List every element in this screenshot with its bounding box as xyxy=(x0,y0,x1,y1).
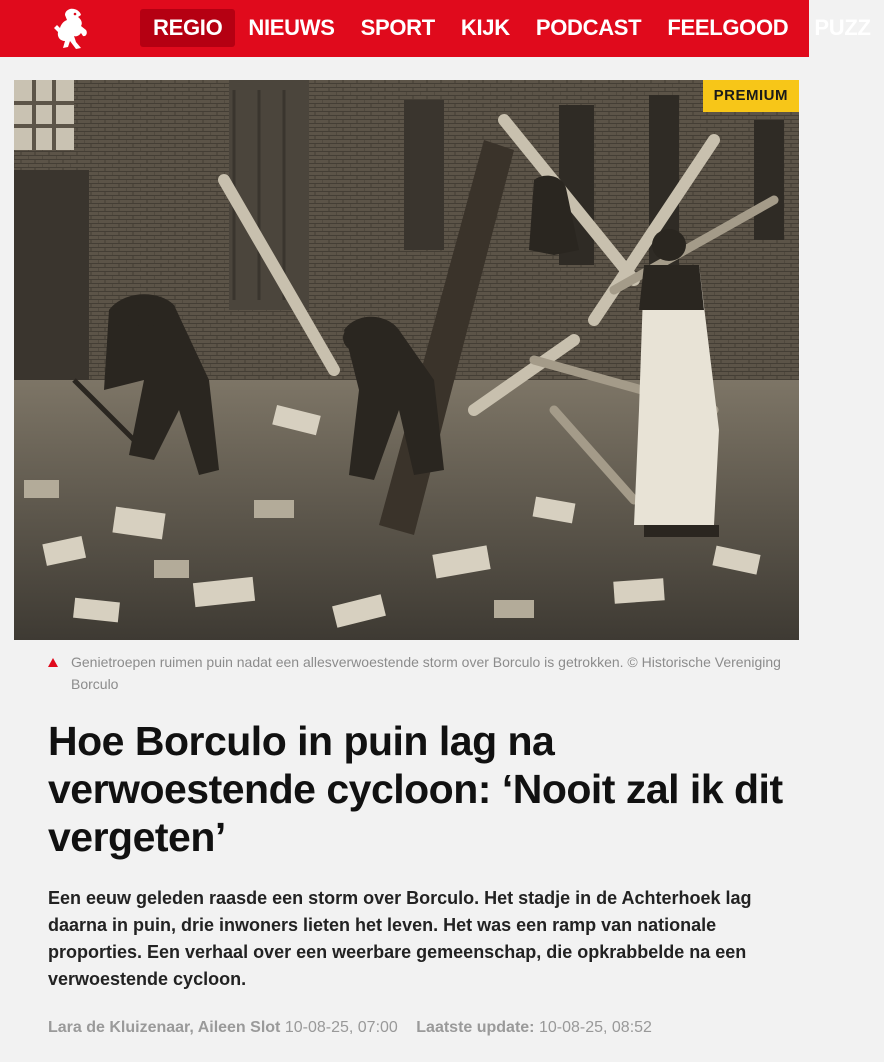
last-update-label: Laatste update: xyxy=(416,1019,535,1036)
top-navigation-bar xyxy=(0,0,871,58)
premium-badge: PREMIUM xyxy=(703,80,799,112)
byline xyxy=(48,1017,808,1039)
article xyxy=(0,57,809,1062)
article-intro: Een eeuw geleden raasde een storm over Borculo. Het stadje in de Achterhoek lag daarna in puin, drie inwoners lieten het leven. Het was een ramp van nationale proporties. Een verhaal over een weerbare gemeenschap, die opkrabbelde na een verwoestende cycloon. xyxy=(48,888,752,989)
caption-triangle-icon xyxy=(48,658,58,667)
nav-regio[interactable]: REGIO xyxy=(140,9,235,47)
nav-kijk[interactable]: KIJK xyxy=(460,15,510,40)
main-nav xyxy=(140,9,884,47)
photo-caption xyxy=(48,651,800,695)
caption-text: Genietroepen ruimen puin nadat een allesverwoestende storm over Borculo is getrokken. © Historische Vereniging Borculo xyxy=(71,654,781,692)
publish-date: 10-08-25, 07:00 xyxy=(284,1019,398,1036)
author-names[interactable]: Lara de Kluizenaar, Aileen Slot xyxy=(48,1019,281,1036)
nav-feelgood[interactable]: FEELGOOD xyxy=(667,15,789,40)
tubantia-horse-icon[interactable] xyxy=(48,6,94,52)
article-hero-photo[interactable] xyxy=(14,80,799,640)
nav-puzzels[interactable]: PUZZ xyxy=(814,15,871,40)
last-update-date: 10-08-25, 08:52 xyxy=(538,1019,652,1036)
storm-damage-photo xyxy=(14,80,799,640)
article-title: Hoe Borculo in puin lag na verwoestende cycloon: ‘Nooit zal ik dit vergeten’ xyxy=(48,718,783,860)
nav-podcast[interactable]: PODCAST xyxy=(535,15,642,40)
nav-sport[interactable]: SPORT xyxy=(360,15,435,40)
nav-nieuws[interactable]: NIEUWS xyxy=(248,15,335,40)
